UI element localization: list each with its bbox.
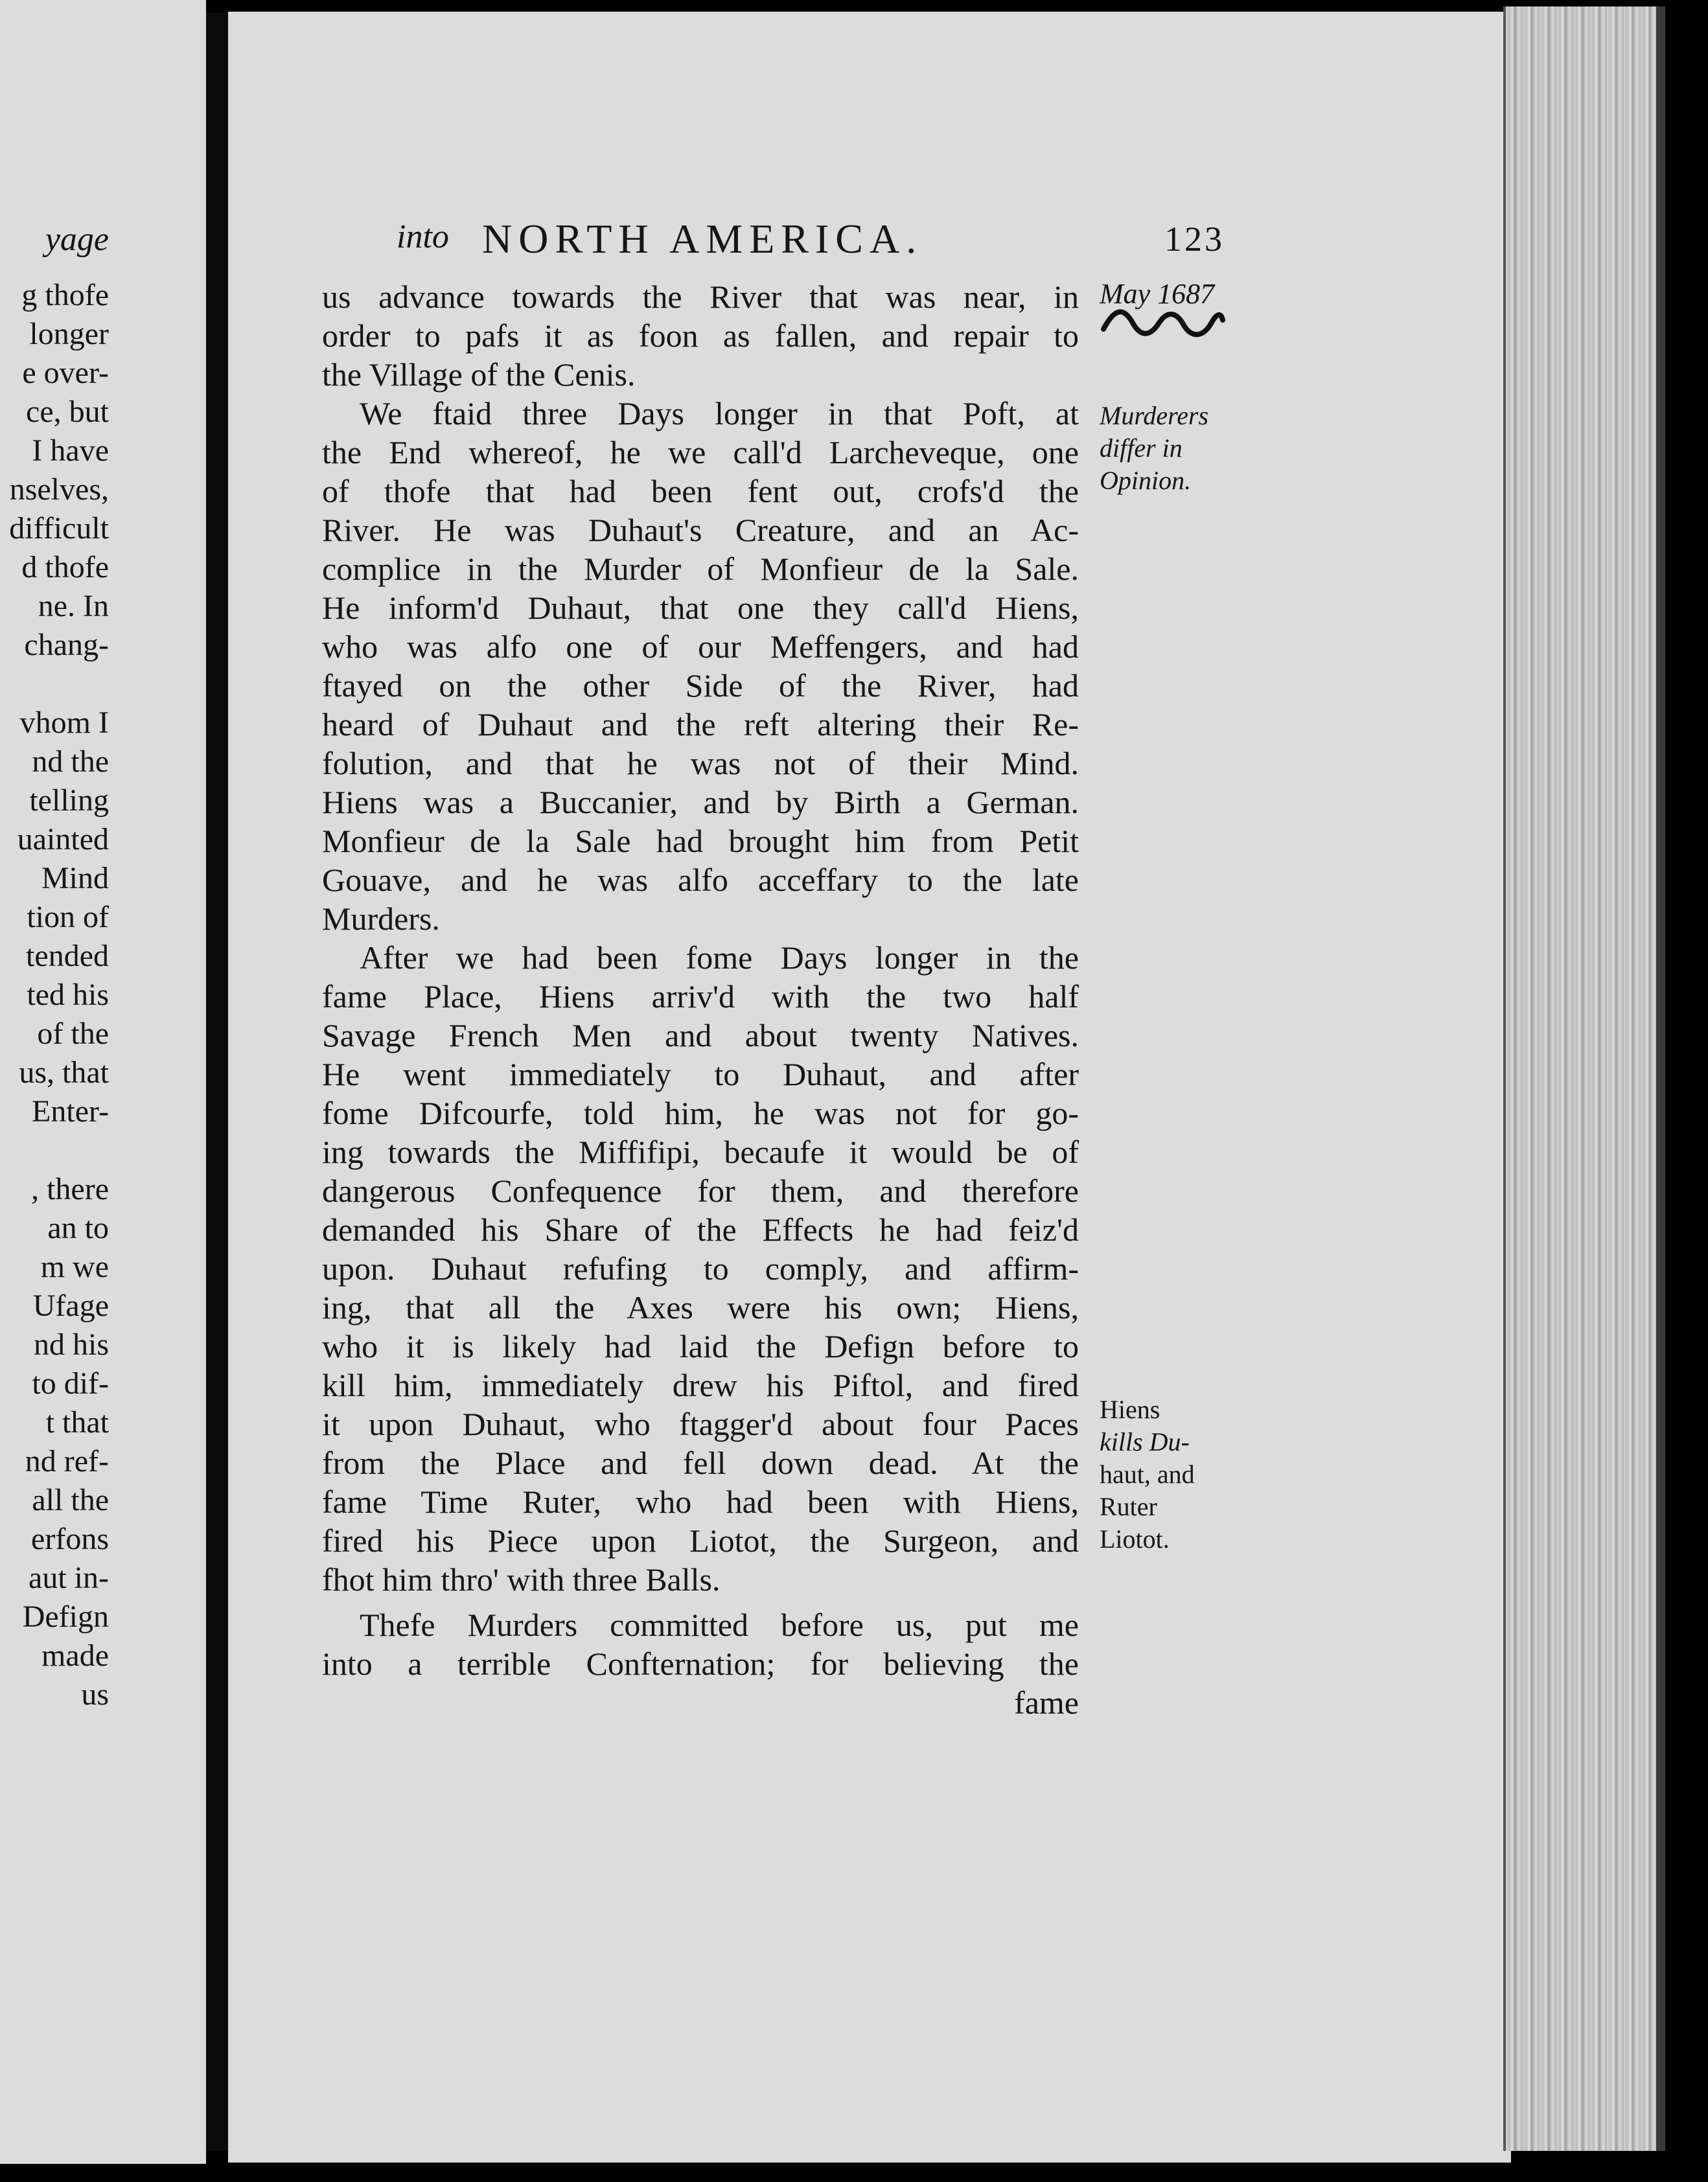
left-page [0, 0, 206, 2164]
left-fragment: Defign [22, 1600, 109, 1634]
left-fragment: nd the [32, 744, 109, 779]
left-fragment: ce, but [26, 395, 109, 429]
body-line: us advance towards the River that was near, in [322, 279, 1079, 315]
left-fragment: longer [29, 317, 109, 351]
left-fragment: to dif- [32, 1366, 109, 1401]
left-page-fragments [0, 0, 109, 2164]
left-fragment: difficult [9, 511, 109, 546]
left-fragment: us [81, 1677, 109, 1712]
left-fragment: tion of [27, 900, 109, 934]
body-line: ing, that all the Axes were his own; Hiens, [322, 1289, 1079, 1326]
margin-note-hiens: haut, and [1100, 1460, 1195, 1489]
left-fragment: uainted [17, 822, 109, 856]
body-line: demanded his Share of the Effects he had feiz'd [322, 1212, 1079, 1248]
margin-note-murderers: Murderers [1100, 401, 1209, 430]
left-fragment: aut in- [29, 1561, 109, 1595]
body-line: Murders. [322, 901, 440, 937]
left-fragment: ted his [27, 978, 109, 1012]
left-fragment: m we [40, 1250, 109, 1284]
left-fragment: ne. In [38, 589, 109, 623]
left-fragment: vhom I [19, 706, 109, 740]
left-fragment: Ufage [32, 1289, 109, 1323]
left-fragment: I have [32, 433, 109, 468]
left-fragment: nselves, [9, 472, 109, 507]
bottom-border [0, 2164, 1708, 2182]
page-edges [1503, 6, 1659, 2151]
body-line: kill him, immediately drew his Piftol, and fired [322, 1367, 1079, 1403]
body-line: heard of Duhaut and the reft altering their Re- [322, 706, 1079, 742]
body-line: ing towards the Miffifipi, becaufe it would be of [322, 1134, 1079, 1170]
body-line: from the Place and fell down dead. At the [322, 1445, 1079, 1481]
body-line: fome Difcourfe, told him, he was not for go- [322, 1095, 1079, 1131]
body-line: the End whereof, he we call'd Larcheveque, one [322, 434, 1079, 470]
margin-note-hiens: Liotot. [1100, 1524, 1170, 1554]
margin-note-hiens: Hiens [1100, 1395, 1160, 1424]
left-fragment: , there [31, 1172, 109, 1206]
left-fragment: g thofe [21, 278, 109, 312]
left-fragment: tended [26, 939, 109, 973]
body-line: ftayed on the other Side of the River, had [322, 667, 1079, 704]
book-gutter [206, 13, 229, 2151]
body-line: who was alfo one of our Meffengers, and had [322, 628, 1079, 665]
body-line: it upon Duhaut, who ftagger'd about four Paces [322, 1406, 1079, 1442]
left-fragment: us, that [19, 1055, 109, 1090]
left-fragment: d thofe [21, 550, 109, 584]
body-line: of thofe that had been fent out, crofs'd the [322, 473, 1079, 509]
margin-note-hiens: Ruter [1100, 1492, 1157, 1521]
margin-date: May 1687 [1100, 278, 1215, 310]
body-line: upon. Duhaut refufing to comply, and affirm- [322, 1250, 1079, 1287]
body-line: We ftaid three Days longer in that Poft, at [360, 395, 1079, 431]
left-fragment: erfons [31, 1522, 109, 1556]
body-line: fame Time Ruter, who had been with Hiens, [322, 1484, 1079, 1520]
left-fragment: nd ref- [25, 1444, 109, 1478]
left-fragment: Mind [41, 861, 109, 895]
left-fragment: an to [47, 1211, 109, 1245]
body-line: the Village of the Cenis. [322, 356, 636, 393]
body-line: fhot him thro' with three Balls. [322, 1561, 721, 1598]
left-fragment: nd his [33, 1327, 109, 1362]
header-into: into [397, 218, 449, 255]
margin-note-murderers: Opinion. [1100, 466, 1192, 495]
body-line: He inform'd Duhaut, that one they call'd Hiens, [322, 590, 1079, 626]
body-line: After we had been fome Days longer in the [360, 939, 1079, 976]
left-fragment: made [41, 1638, 109, 1673]
body-line: who it is likely had laid the Defign before to [322, 1328, 1079, 1364]
body-line: folution, and that he was not of their Mind. [322, 745, 1079, 781]
body-line: River. He was Duhaut's Creature, and an Ac- [322, 512, 1079, 548]
left-fragment: Enter- [32, 1094, 109, 1129]
left-fragment: yage [45, 221, 109, 258]
margin-note-hiens: kills Du- [1100, 1427, 1190, 1456]
left-fragment: all the [32, 1483, 109, 1517]
body-line: Hiens was a Buccanier, and by Birth a German. [322, 784, 1079, 820]
flourish-ornament [1100, 304, 1225, 341]
body-line: fired his Piece upon Liotot, the Surgeon, and [322, 1522, 1079, 1559]
body-line: order to pafs it as foon as fallen, and repair to [322, 317, 1079, 354]
catchword: fame [1014, 1684, 1079, 1721]
left-fragment: telling [29, 783, 109, 818]
body-line: Thefe Murders committed before us, put me [360, 1607, 1079, 1643]
left-fragment: of the [37, 1016, 109, 1051]
body-line: Monfieur de la Sale had brought him from Petit [322, 823, 1079, 859]
body-line: He went immediately to Duhaut, and after [322, 1056, 1079, 1092]
left-fragment: chang- [24, 628, 109, 662]
page-edge-shadow [1656, 6, 1665, 2151]
body-line: complice in the Murder of Monfieur de la Sale. [322, 551, 1079, 587]
page-number: 123 [1164, 220, 1225, 258]
left-fragment: e over- [22, 356, 109, 390]
margin-note-murderers: differ in [1100, 433, 1183, 463]
body-line: Gouave, and he was alfo acceffary to the late [322, 862, 1079, 898]
body-line: dangerous Confequence for them, and therefore [322, 1173, 1079, 1209]
body-line: Savage French Men and about twenty Natives. [322, 1017, 1079, 1053]
body-line: into a terrible Confternation; for believing the [322, 1646, 1079, 1682]
header-title: NORTH AMERICA. [482, 216, 923, 262]
running-header [397, 215, 1225, 262]
body-line: fame Place, Hiens arriv'd with the two half [322, 978, 1079, 1015]
left-fragment: t that [45, 1405, 109, 1440]
